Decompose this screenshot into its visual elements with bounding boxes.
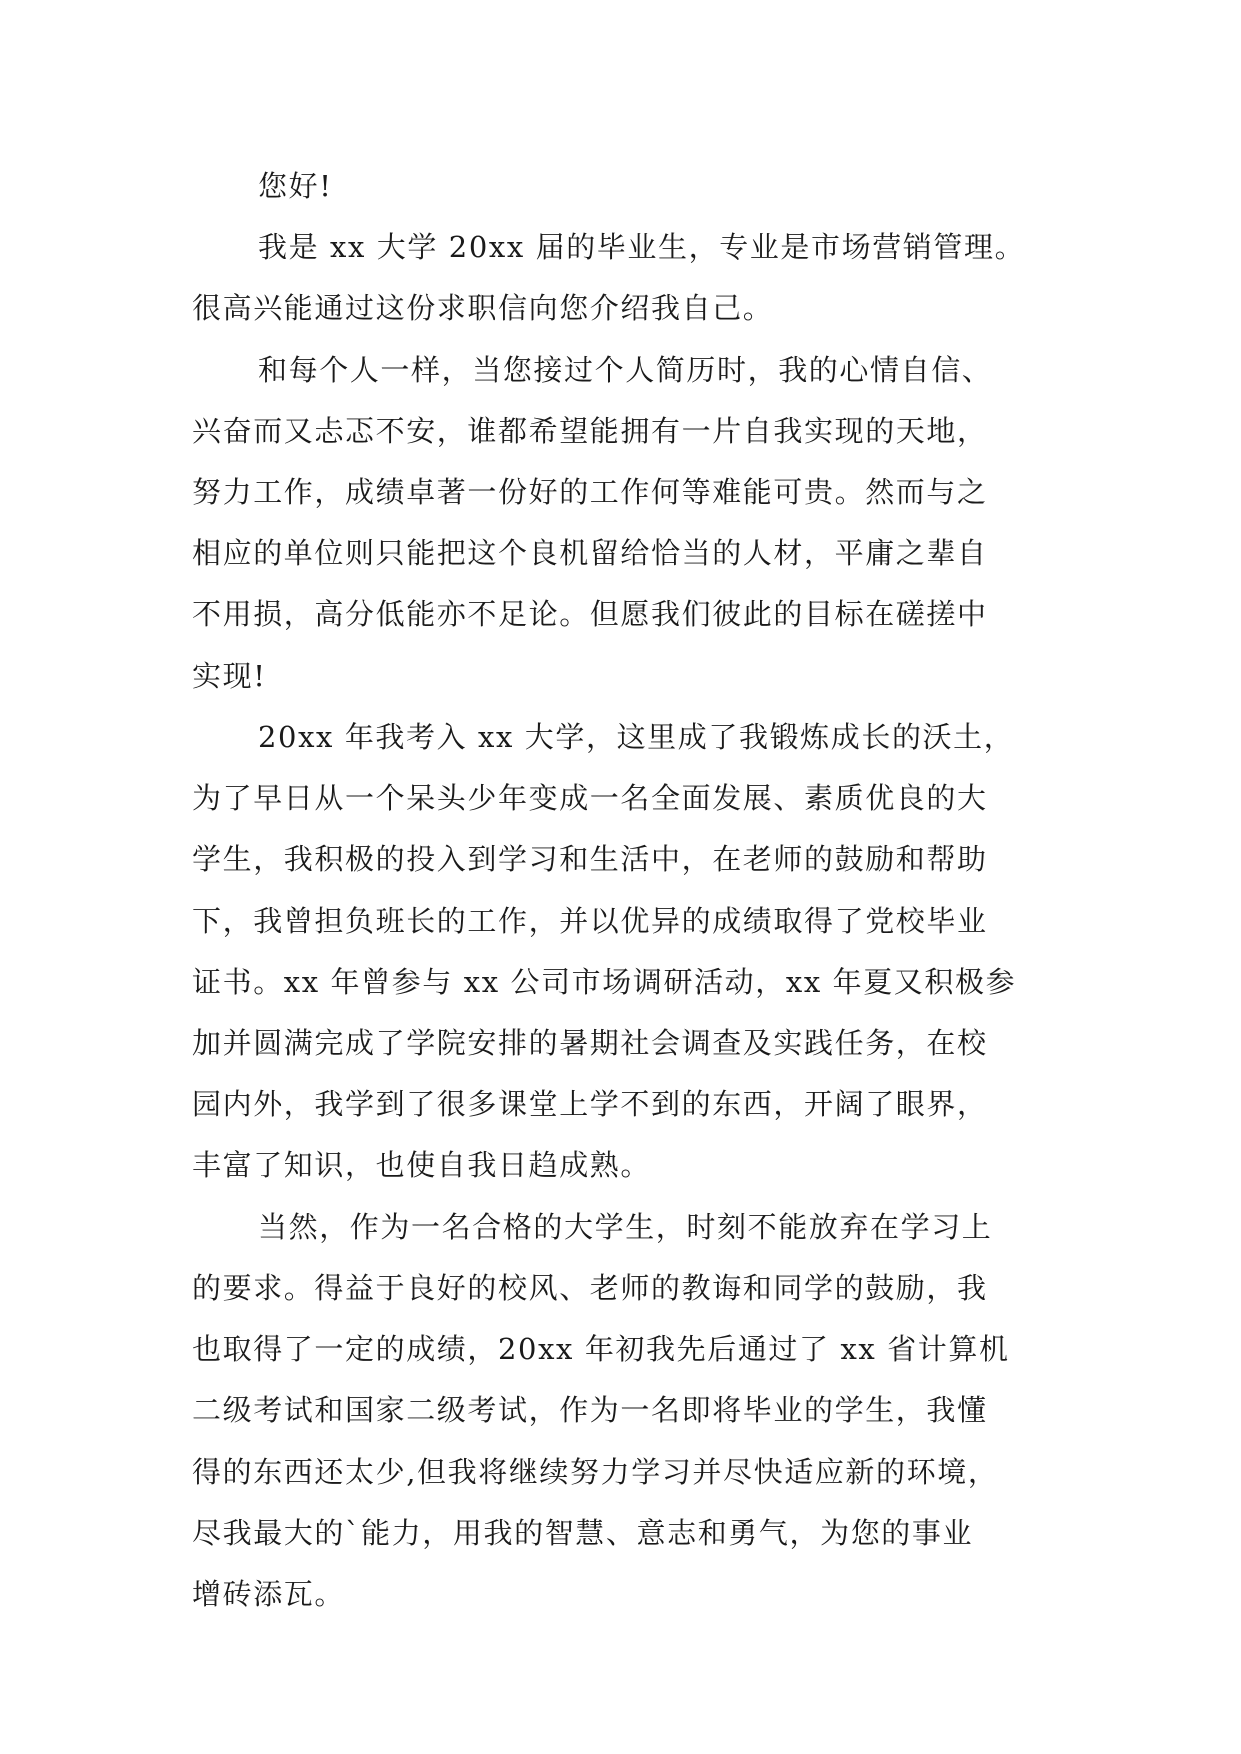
paragraph-4-line-3: 也取得了一定的成绩，20xx 年初我先后通过了 xx 省计算机 [192,1332,1010,1366]
paragraph-3-line-7: 园内外，我学到了很多课堂上学不到的东西，开阔了眼界， [192,1087,988,1121]
paragraph-4-line-6: 尽我最大的`能力，用我的智慧、意志和勇气，为您的事业 [192,1516,974,1550]
paragraph-4-line-2: 的要求。得益于良好的校风、老师的教诲和同学的鼓励，我 [192,1271,988,1305]
paragraph-4-line-5: 得的东西还太少,但我将继续努力学习并尽快适应新的环境， [192,1455,999,1489]
paragraph-2-line-1: 和每个人一样，当您接过个人简历时，我的心情自信、 [258,353,993,387]
paragraph-1-line-1: 我是 xx 大学 20xx 届的毕业生，专业是市场营销管理。 [258,230,1026,264]
paragraph-2-line-2: 兴奋而又忐忑不安，谁都希望能拥有一片自我实现的天地， [192,414,988,448]
paragraph-2-line-6: 实现! [192,659,267,693]
paragraph-1-line-2: 很高兴能通过这份求职信向您介绍我自己。 [192,291,774,325]
paragraph-2-line-5: 不用损，高分低能亦不足论。但愿我们彼此的目标在磋搓中 [192,597,988,631]
paragraph-4-line-4: 二级考试和国家二级考试，作为一名即将毕业的学生，我懂 [192,1393,988,1427]
paragraph-3-line-5: 证书。xx 年曾参与 xx 公司市场调研活动，xx 年夏又积极参 [192,965,1017,999]
paragraph-3-line-4: 下，我曾担负班长的工作，并以优异的成绩取得了党校毕业 [192,904,988,938]
paragraph-3-line-2: 为了早日从一个呆头少年变成一名全面发展、素质优良的大 [192,781,988,815]
paragraph-3-line-3: 学生，我积极的投入到学习和生活中，在老师的鼓励和帮助 [192,842,988,876]
paragraph-4-line-1: 当然，作为一名合格的大学生，时刻不能放弃在学习上 [258,1210,993,1244]
paragraph-3-line-1: 20xx 年我考入 xx 大学，这里成了我锻炼成长的沃土， [258,720,1015,754]
paragraph-2-line-3: 努力工作，成绩卓著一份好的工作何等难能可贵。然而与之 [192,475,988,509]
paragraph-4-line-7: 增砖添瓦。 [192,1577,346,1611]
paragraph-2-line-4: 相应的单位则只能把这个良机留给恰当的人材，平庸之辈自 [192,536,988,570]
paragraph-3-line-6: 加并圆满完成了学院安排的暑期社会调查及实践任务，在校 [192,1026,988,1060]
salutation-line: 您好! [258,169,333,203]
paragraph-3-line-8: 丰富了知识，也使自我日趋成熟。 [192,1148,652,1182]
